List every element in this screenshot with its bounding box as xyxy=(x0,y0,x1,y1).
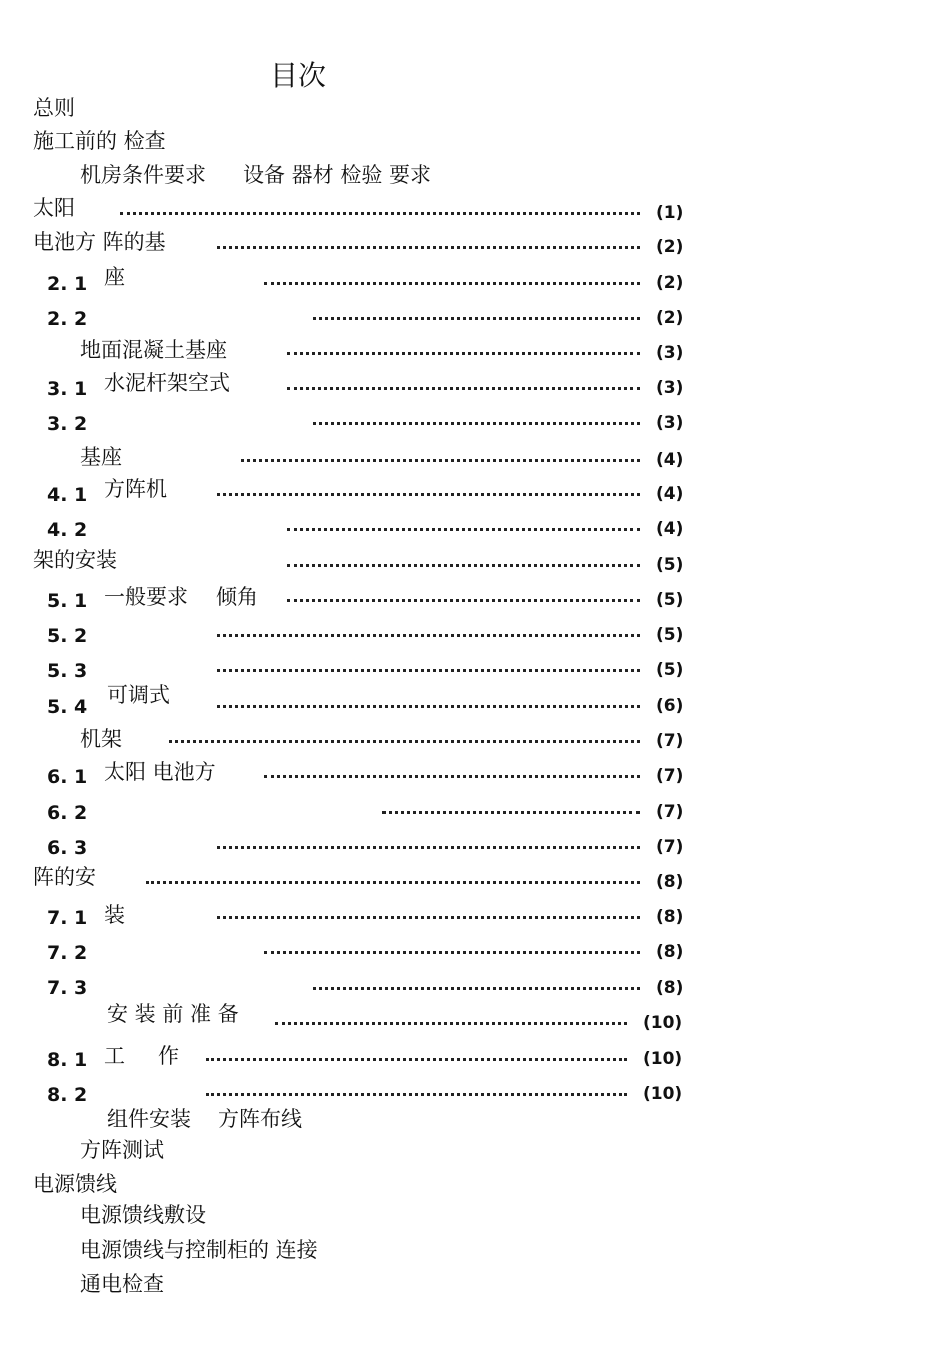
toc-text: 设备 器材 检验 要求 xyxy=(243,163,432,187)
toc-text: 架的安装 xyxy=(33,548,117,572)
page-number: (10) xyxy=(643,1049,683,1069)
toc-text: 机房条件要求 xyxy=(80,163,206,187)
page-number: (2) xyxy=(656,308,684,328)
section-number: 3. 1 xyxy=(47,378,88,400)
toc-text: 施工前的 检查 xyxy=(33,129,166,153)
dot-leader xyxy=(217,493,640,496)
page-number: (5) xyxy=(656,590,684,610)
toc-text: 电源馈线与控制柜的 连接 xyxy=(80,1238,318,1262)
toc-text: 电源馈线 xyxy=(33,1172,117,1196)
toc-text: 一般要求 xyxy=(104,585,188,609)
dot-leader xyxy=(120,212,640,215)
section-number: 6. 1 xyxy=(47,766,88,788)
page-number: (5) xyxy=(656,660,684,680)
toc-text: 机架 xyxy=(80,727,122,751)
dot-leader xyxy=(264,282,640,285)
dot-leader xyxy=(313,422,640,425)
page-number: (8) xyxy=(656,978,684,998)
toc-text: 基座 xyxy=(80,445,122,469)
page-number: (8) xyxy=(656,942,684,962)
toc-text: 安 装 前 准 备 xyxy=(107,1002,239,1026)
page-number: (8) xyxy=(656,907,684,927)
page-number: (3) xyxy=(656,378,684,398)
page-number: (3) xyxy=(656,413,684,433)
dot-leader xyxy=(217,246,640,249)
dot-leader xyxy=(217,916,640,919)
section-number: 4. 1 xyxy=(47,484,88,506)
dot-leader xyxy=(169,740,640,743)
page-number: (2) xyxy=(656,273,684,293)
toc-text: 水泥杆架空式 xyxy=(104,371,230,395)
page-number: (1) xyxy=(656,203,684,223)
page-number: (5) xyxy=(656,555,684,575)
toc-text: 阵的安 xyxy=(33,865,96,889)
dot-leader xyxy=(287,528,640,531)
toc-text: 座 xyxy=(104,265,125,289)
dot-leader xyxy=(287,352,640,355)
page-number: (8) xyxy=(656,872,684,892)
toc-text: 方阵测试 xyxy=(80,1138,164,1162)
dot-leader xyxy=(287,387,640,390)
page-number: (7) xyxy=(656,837,684,857)
section-number: 8. 1 xyxy=(47,1049,88,1071)
dot-leader xyxy=(287,599,640,602)
section-number: 5. 4 xyxy=(47,696,88,718)
toc-text: 方阵机 xyxy=(104,477,167,501)
dot-leader xyxy=(217,634,640,637)
section-number: 5. 1 xyxy=(47,590,88,612)
toc-text: 地面混凝土基座 xyxy=(80,338,227,362)
section-number: 5. 2 xyxy=(47,625,88,647)
dot-leader xyxy=(241,459,640,462)
dot-leader xyxy=(217,669,640,672)
page-number: (10) xyxy=(643,1084,683,1104)
section-number: 7. 1 xyxy=(47,907,88,929)
dot-leader xyxy=(146,881,640,884)
toc-text: 作 xyxy=(158,1044,179,1068)
page-number: (4) xyxy=(656,484,684,504)
section-number: 4. 2 xyxy=(47,519,88,541)
page-number: (7) xyxy=(656,731,684,751)
page-number: (10) xyxy=(643,1013,683,1033)
page-title: 目次 xyxy=(270,59,327,92)
toc-text: 太阳 电池方 xyxy=(104,760,216,784)
toc-text: 装 xyxy=(104,903,125,927)
section-number: 7. 3 xyxy=(47,977,88,999)
section-number: 5. 3 xyxy=(47,660,88,682)
toc-text: 方阵布线 xyxy=(218,1107,302,1131)
dot-leader xyxy=(382,811,640,814)
toc-text: 太阳 xyxy=(33,196,75,220)
dot-leader xyxy=(313,987,640,990)
dot-leader xyxy=(217,846,640,849)
toc-text: 倾角 xyxy=(216,585,258,609)
toc-text: 电池方 阵的基 xyxy=(33,230,166,254)
page-number: (4) xyxy=(656,450,684,470)
dot-leader xyxy=(275,1022,627,1025)
toc-text: 总则 xyxy=(33,96,75,120)
section-number: 6. 3 xyxy=(47,837,88,859)
dot-leader xyxy=(264,951,640,954)
dot-leader xyxy=(206,1093,627,1096)
section-number: 6. 2 xyxy=(47,802,88,824)
dot-leader xyxy=(313,317,640,320)
dot-leader xyxy=(264,775,640,778)
section-number: 3. 2 xyxy=(47,413,88,435)
dot-leader xyxy=(206,1058,627,1061)
dot-leader xyxy=(287,564,640,567)
page-number: (6) xyxy=(656,696,684,716)
page-number: (7) xyxy=(656,802,684,822)
dot-leader xyxy=(217,705,640,708)
toc-text: 通电检查 xyxy=(80,1272,164,1296)
toc-text: 组件安装 xyxy=(107,1107,191,1131)
page-number: (3) xyxy=(656,343,684,363)
page-number: (2) xyxy=(656,237,684,257)
page-number: (5) xyxy=(656,625,684,645)
toc-text: 工 xyxy=(104,1044,125,1068)
section-number: 7. 2 xyxy=(47,942,88,964)
toc-text: 可调式 xyxy=(107,683,170,707)
section-number: 8. 2 xyxy=(47,1084,88,1106)
section-number: 2. 1 xyxy=(47,273,88,295)
section-number: 2. 2 xyxy=(47,308,88,330)
page-number: (7) xyxy=(656,766,684,786)
toc-text: 电源馈线敷设 xyxy=(80,1203,206,1227)
page-number: (4) xyxy=(656,519,684,539)
